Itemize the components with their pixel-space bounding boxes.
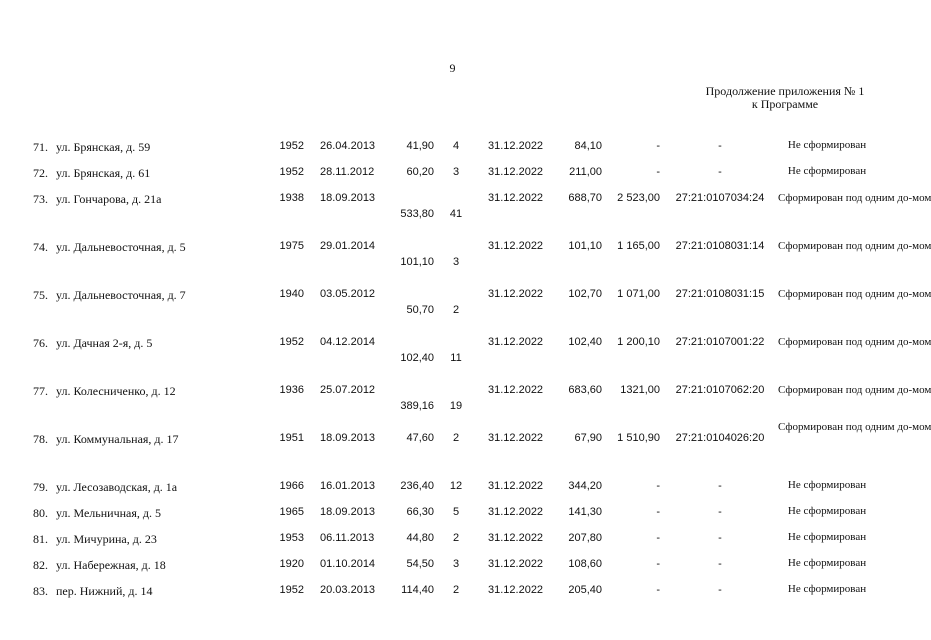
value-cell: 1321,00 <box>620 384 660 396</box>
area-cell: 54,50 <box>406 558 434 570</box>
row-number: 78. <box>33 432 48 446</box>
count-cell: 11 <box>450 352 462 364</box>
value-cell: 1 200,10 <box>617 336 660 348</box>
cadastral-cell: - <box>718 166 722 178</box>
area-cell: 44,80 <box>406 532 434 544</box>
deadline-cell: 31.12.2022 <box>488 506 544 518</box>
row-number: 81. <box>33 532 48 546</box>
date-cell: 29.01.2014 <box>320 240 376 252</box>
area-cell: 41,90 <box>406 140 434 152</box>
year-cell: 1936 <box>279 384 304 396</box>
count-cell: 5 <box>452 506 460 518</box>
area-total-cell: 207,80 <box>568 532 602 544</box>
date-cell: 01.10.2014 <box>320 558 376 570</box>
cadastral-cell: 27:21:0107034:24 <box>675 192 765 204</box>
cadastral-cell: - <box>718 506 722 518</box>
deadline-cell: 31.12.2022 <box>488 336 544 348</box>
cadastral-cell: 27:21:0107001:22 <box>675 336 765 348</box>
row-number: 83. <box>33 584 48 598</box>
deadline-cell: 31.12.2022 <box>488 384 544 396</box>
area-total-cell: 102,70 <box>568 288 602 300</box>
address-cell: ул. Лесозаводская, д. 1а <box>56 480 178 494</box>
deadline-cell: 31.12.2022 <box>488 166 544 178</box>
area-total-cell: 688,70 <box>568 192 602 204</box>
deadline-cell: 31.12.2022 <box>488 288 544 300</box>
cadastral-cell: - <box>718 532 722 544</box>
value-cell: - <box>656 584 660 596</box>
status-cell: Сформирован под одним до-мом <box>778 240 931 252</box>
row-number: 80. <box>33 506 48 520</box>
count-cell: 4 <box>452 140 460 152</box>
date-cell: 03.05.2012 <box>320 288 376 300</box>
appendix-line-2: к Программе <box>751 97 819 111</box>
cadastral-cell: - <box>718 558 722 570</box>
area-cell: 66,30 <box>406 506 434 518</box>
status-cell: Не сформирован <box>787 165 867 177</box>
count-cell: 3 <box>452 166 460 178</box>
value-cell: 2 523,00 <box>617 192 660 204</box>
year-cell: 1953 <box>279 532 304 544</box>
count-cell: 2 <box>452 304 460 316</box>
row-number: 77. <box>33 384 48 398</box>
year-cell: 1952 <box>279 140 304 152</box>
value-cell: - <box>656 506 660 518</box>
count-cell: 2 <box>452 584 460 596</box>
row-number: 74. <box>33 240 48 254</box>
area-total-cell: 102,40 <box>568 336 602 348</box>
value-cell: - <box>656 140 660 152</box>
status-cell: Не сформирован <box>787 557 867 569</box>
status-cell: Не сформирован <box>787 583 867 595</box>
status-cell: Не сформирован <box>787 479 867 491</box>
count-cell: 19 <box>449 400 463 412</box>
address-cell: ул. Мичурина, д. 23 <box>56 532 157 546</box>
area-total-cell: 84,10 <box>574 140 602 152</box>
area-total-cell: 683,60 <box>568 384 602 396</box>
area-total-cell: 205,40 <box>568 584 602 596</box>
year-cell: 1965 <box>279 506 304 518</box>
deadline-cell: 31.12.2022 <box>488 480 544 492</box>
year-cell: 1940 <box>279 288 304 300</box>
count-cell: 41 <box>449 208 463 220</box>
status-cell: Сформирован под одним до-мом <box>778 192 931 204</box>
address-cell: пер. Нижний, д. 14 <box>56 584 153 598</box>
year-cell: 1952 <box>279 166 304 178</box>
appendix-caption <box>690 85 880 111</box>
date-cell: 04.12.2014 <box>320 336 376 348</box>
date-cell: 28.11.2012 <box>320 166 375 178</box>
area-total-cell: 101,10 <box>568 240 602 252</box>
cadastral-cell: 27:21:0108031:14 <box>675 240 765 252</box>
address-cell: ул. Дальневосточная, д. 7 <box>56 288 186 302</box>
address-cell: ул. Брянская, д. 61 <box>56 166 151 180</box>
year-cell: 1920 <box>279 558 304 570</box>
deadline-cell: 31.12.2022 <box>488 192 544 204</box>
address-cell: ул. Мельничная, д. 5 <box>56 506 162 520</box>
date-cell: 18.09.2013 <box>320 432 376 444</box>
address-cell: ул. Брянская, д. 59 <box>56 140 151 154</box>
page-number: 9 <box>449 61 456 75</box>
year-cell: 1975 <box>279 240 304 252</box>
value-cell: - <box>656 532 660 544</box>
row-number: 82. <box>33 558 48 572</box>
deadline-cell: 31.12.2022 <box>488 558 544 570</box>
address-cell: ул. Дачная 2-я, д. 5 <box>56 336 153 350</box>
area-cell: 101,10 <box>400 256 434 268</box>
status-cell: Не сформирован <box>787 531 867 543</box>
cadastral-cell: 27:21:0107062:20 <box>675 384 765 396</box>
row-number: 75. <box>33 288 48 302</box>
date-cell: 16.01.2013 <box>320 480 376 492</box>
address-cell: ул. Набережная, д. 18 <box>56 558 166 572</box>
area-total-cell: 141,30 <box>568 506 602 518</box>
deadline-cell: 31.12.2022 <box>488 140 544 152</box>
value-cell: 1 071,00 <box>617 288 660 300</box>
date-cell: 20.03.2013 <box>320 584 376 596</box>
status-cell: Сформирован под одним до-мом <box>778 384 931 396</box>
status-cell: Сформирован под одним до-мом <box>778 288 931 300</box>
address-cell: ул. Гончарова, д. 21а <box>56 192 162 206</box>
area-cell: 102,40 <box>400 352 434 364</box>
count-cell: 3 <box>452 558 460 570</box>
area-cell: 47,60 <box>406 432 434 444</box>
area-cell: 533,80 <box>400 208 434 220</box>
date-cell: 06.11.2013 <box>320 532 375 544</box>
cadastral-cell: - <box>718 584 722 596</box>
address-cell: ул. Коммунальная, д. 17 <box>56 432 179 446</box>
deadline-cell: 31.12.2022 <box>488 532 544 544</box>
area-total-cell: 211,00 <box>569 166 602 178</box>
address-cell: ул. Колесниченко, д. 12 <box>56 384 176 398</box>
value-cell: - <box>656 166 660 178</box>
year-cell: 1952 <box>279 584 304 596</box>
area-cell: 114,40 <box>401 584 434 596</box>
date-cell: 18.09.2013 <box>320 506 376 518</box>
row-number: 73. <box>33 192 48 206</box>
status-cell: Сформирован под одним до-мом <box>778 421 931 433</box>
year-cell: 1938 <box>279 192 304 204</box>
date-cell: 18.09.2013 <box>320 192 376 204</box>
cadastral-cell: - <box>718 480 722 492</box>
deadline-cell: 31.12.2022 <box>488 432 544 444</box>
area-total-cell: 344,20 <box>568 480 602 492</box>
deadline-cell: 31.12.2022 <box>488 584 544 596</box>
count-cell: 3 <box>452 256 460 268</box>
date-cell: 25.07.2012 <box>320 384 376 396</box>
status-cell: Не сформирован <box>787 505 867 517</box>
value-cell: 1 510,90 <box>617 432 660 444</box>
deadline-cell: 31.12.2022 <box>488 240 544 252</box>
status-cell: Не сформирован <box>787 139 867 151</box>
status-cell: Сформирован под одним до-мом <box>778 336 931 348</box>
year-cell: 1951 <box>279 432 304 444</box>
row-number: 79. <box>33 480 48 494</box>
row-number: 71. <box>33 140 48 154</box>
count-cell: 2 <box>452 532 460 544</box>
value-cell: - <box>656 480 660 492</box>
year-cell: 1952 <box>279 336 304 348</box>
address-cell: ул. Дальневосточная, д. 5 <box>56 240 186 254</box>
row-number: 72. <box>33 166 48 180</box>
area-cell: 236,40 <box>400 480 434 492</box>
count-cell: 12 <box>449 480 463 492</box>
cadastral-cell: 27:21:0104026:20 <box>675 432 765 444</box>
area-cell: 389,16 <box>400 400 434 412</box>
appendix-line-1: Продолжение приложения № 1 <box>705 84 865 98</box>
count-cell: 2 <box>452 432 460 444</box>
year-cell: 1966 <box>279 480 304 492</box>
value-cell: 1 165,00 <box>617 240 660 252</box>
cadastral-cell: 27:21:0108031:15 <box>675 288 765 300</box>
area-cell: 50,70 <box>406 304 434 316</box>
value-cell: - <box>656 558 660 570</box>
area-cell: 60,20 <box>406 166 434 178</box>
date-cell: 26.04.2013 <box>320 140 376 152</box>
cadastral-cell: - <box>718 140 722 152</box>
area-total-cell: 67,90 <box>574 432 602 444</box>
row-number: 76. <box>33 336 48 350</box>
area-total-cell: 108,60 <box>568 558 602 570</box>
